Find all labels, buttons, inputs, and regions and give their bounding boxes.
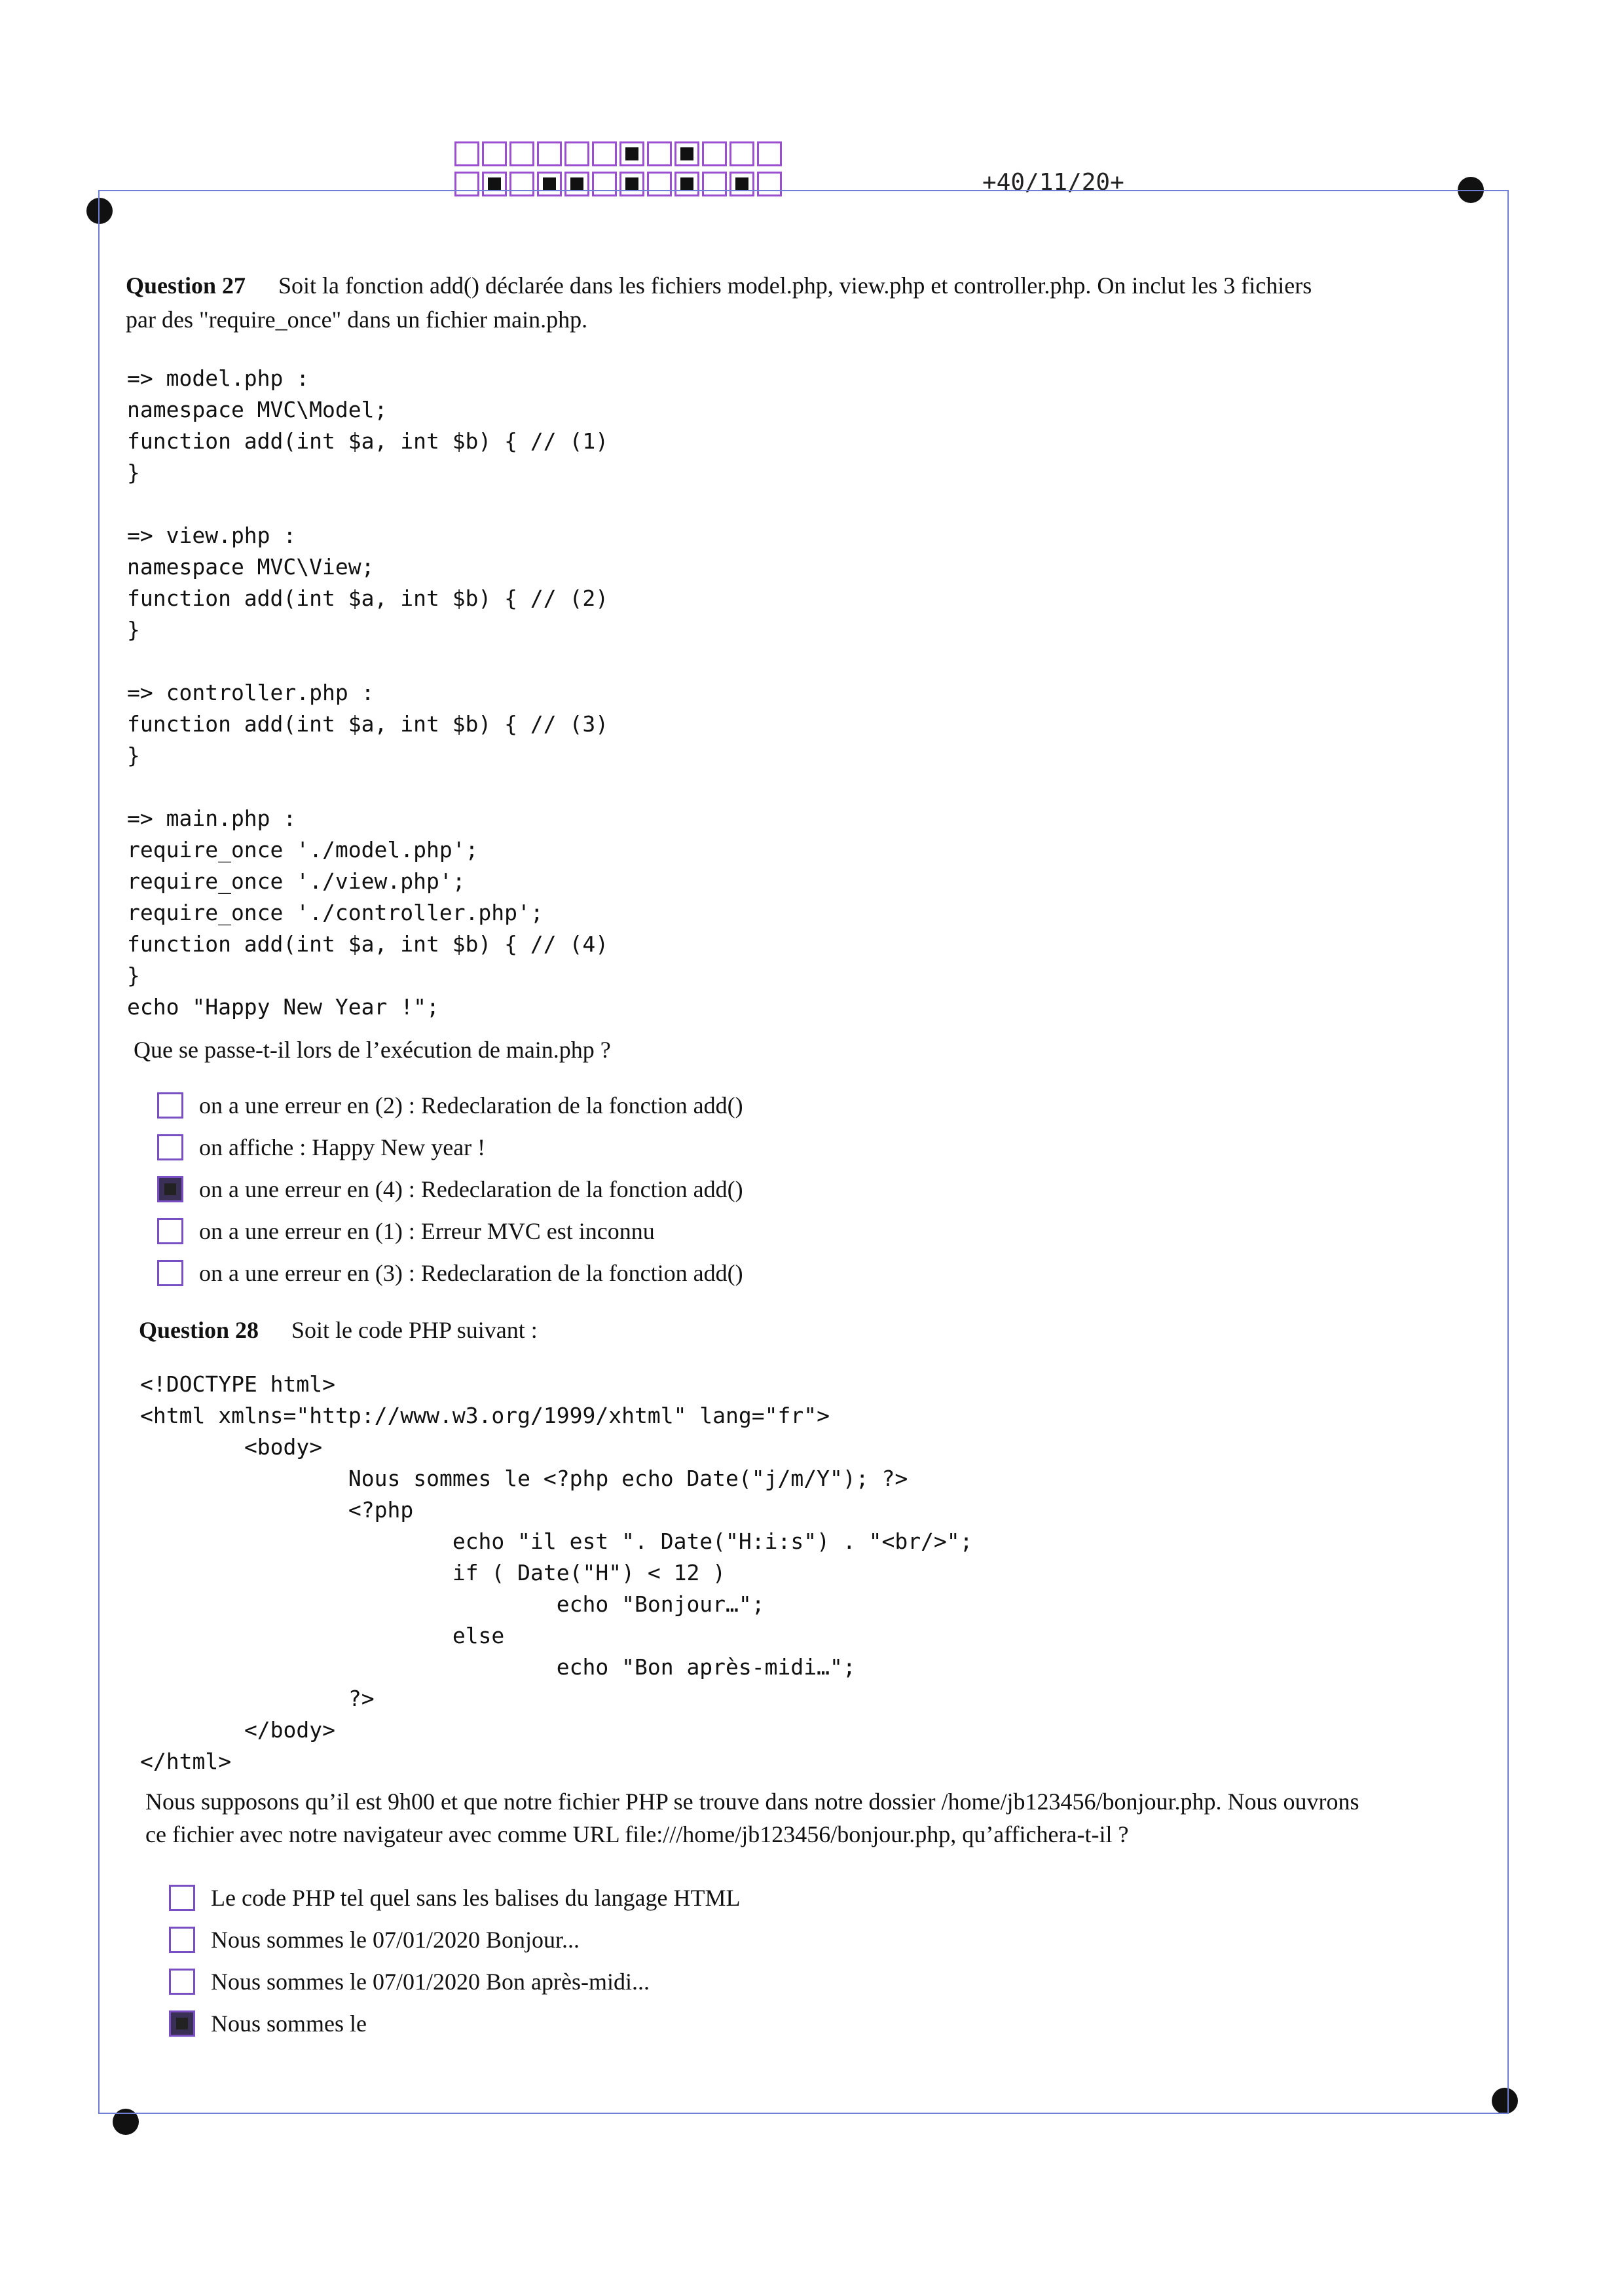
q27-choice[interactable] <box>157 1252 743 1294</box>
barcode-cell <box>482 141 507 166</box>
q28-prompt-line1: Nous supposons qu’il est 9h00 et que notre fichier PHP se trouve dans notre dossier /home/jb123456/bonjour.php. Nous ouvrons <box>145 1788 1359 1815</box>
q27-checkbox[interactable] <box>157 1260 183 1286</box>
q27-choice-label: on a une erreur en (1) : Erreur MVC est inconnu <box>199 1218 655 1244</box>
q28-statement <box>139 1316 538 1344</box>
q27-choice-label: on affiche : Happy New year ! <box>199 1134 486 1160</box>
q28-choice[interactable] <box>169 1919 741 1961</box>
q27-choice[interactable] <box>157 1084 743 1126</box>
barcode-cell <box>537 141 562 166</box>
barcode-cell <box>619 141 644 166</box>
q28-prompt-line2: ce fichier avec notre navigateur avec comme URL file:///home/jb123456/bonjour.php, qu’affichera-t-il ? <box>145 1821 1129 1847</box>
q28-choice-label: Le code PHP tel quel sans les balises du langage HTML <box>211 1885 741 1911</box>
q28-choice[interactable] <box>169 1877 741 1919</box>
q28-code-block: <!DOCTYPE html> <html xmlns="http://www.w3.org/1999/xhtml" lang="fr"> <body> Nous sommes le <?php echo Date("j/m/Y"); ?> <?php echo "il est ". Date("H:i:s") . "<br/>"; if ( Date("H") < 12 ) echo "Bonjour…"; else echo "Bon après-midi…"; ?> </body> </html> <box>140 1371 973 1774</box>
q28-checkbox-checked[interactable] <box>169 2010 195 2037</box>
barcode-cell <box>647 141 672 166</box>
barcode-cell <box>509 141 534 166</box>
barcode-cell <box>757 141 782 166</box>
q28-choice-label: Nous sommes le 07/01/2020 Bon après-midi... <box>211 1969 650 1995</box>
q28-choices <box>169 1877 741 2045</box>
q28-checkbox[interactable] <box>169 1885 195 1911</box>
q27-choice[interactable] <box>157 1168 743 1210</box>
q27-choices <box>157 1084 743 1294</box>
q27-checkbox[interactable] <box>157 1134 183 1160</box>
q27-checkbox[interactable] <box>157 1092 183 1119</box>
q28-prompt <box>145 1785 1494 1851</box>
q27-code-block: => model.php : namespace MVC\Model; function add(int $a, int $b) { // (1) } => view.php : namespace MVC\View; function add(int $a, int $b) { // (2) } => controller.php : function add(int $a, int $b) { // (3) } => main.php : require_once './model.php'; require_once './view.php'; require_once './controller.php'; function add(int $a, int $b) { // (4) } echo "Happy New Year !"; <box>127 365 609 1020</box>
q28-statement-text: Soit le code PHP suivant : <box>291 1317 538 1343</box>
barcode-cell <box>454 141 479 166</box>
q27-statement-line1: Soit la fonction add() déclarée dans les fichiers model.php, view.php et controller.php. On inclut les 3 fichiers <box>278 272 1312 299</box>
q27-prompt: Que se passe-t-il lors de l’exécution de main.php ? <box>134 1037 611 1063</box>
q27-choice[interactable] <box>157 1126 743 1168</box>
q28-choice-label: Nous sommes le <box>211 2010 367 2037</box>
q27-choice-label: on a une erreur en (3) : Redeclaration de la fonction add() <box>199 1260 743 1286</box>
q27-label: Question 27 <box>126 272 246 299</box>
q27-choice-label: on a une erreur en (4) : Redeclaration de la fonction add() <box>199 1176 743 1202</box>
q27-choice[interactable] <box>157 1210 743 1252</box>
q28-choice-label: Nous sommes le 07/01/2020 Bonjour... <box>211 1927 580 1953</box>
q28-checkbox[interactable] <box>169 1969 195 1995</box>
q28-label: Question 28 <box>139 1317 259 1343</box>
page-id: +40/11/20+ <box>982 169 1124 196</box>
q28-checkbox[interactable] <box>169 1927 195 1953</box>
barcode-cell <box>674 141 699 166</box>
q27-checkbox-checked[interactable] <box>157 1176 183 1202</box>
q27-checkbox[interactable] <box>157 1218 183 1244</box>
q28-choice[interactable] <box>169 1961 741 2003</box>
q27-choice-label: on a une erreur en (2) : Redeclaration de la fonction add() <box>199 1092 743 1119</box>
q27-statement-line2: par des "require_once" dans un fichier main.php. <box>126 306 588 333</box>
barcode-cell <box>729 141 754 166</box>
barcode-cell <box>702 141 727 166</box>
q27-statement <box>126 268 1475 337</box>
barcode-cell <box>564 141 589 166</box>
barcode-row-1 <box>454 141 784 166</box>
barcode-cell <box>592 141 617 166</box>
q28-choice[interactable] <box>169 2003 741 2045</box>
